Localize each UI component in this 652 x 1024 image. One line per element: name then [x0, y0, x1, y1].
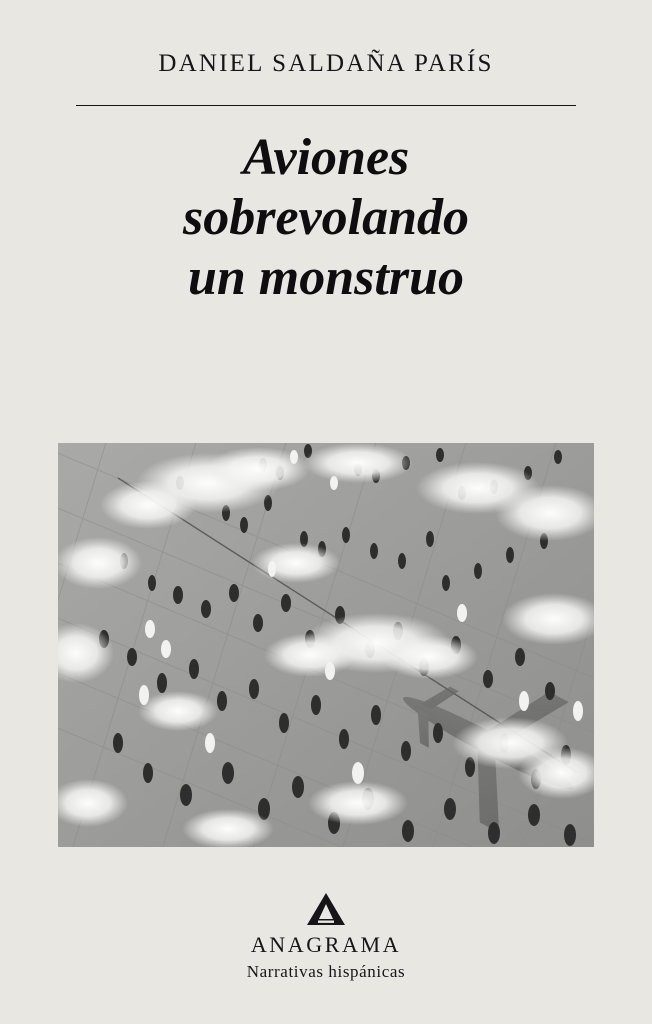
book-title — [0, 128, 652, 308]
cover-photograph — [58, 443, 594, 847]
collection-name: Narrativas hispánicas — [246, 962, 406, 981]
anagrama-letter-a-logo-icon — [306, 892, 346, 926]
title-line-2: sobrevolando — [183, 189, 469, 246]
publisher-block — [0, 892, 652, 984]
author-name: DANIEL SALDAÑA PARÍS — [158, 50, 494, 77]
publisher-name: ANAGRAMA — [250, 932, 402, 957]
aerial-plaza-illustration — [58, 443, 594, 847]
title-line-1: Aviones — [242, 129, 410, 186]
title-line-3: un monstruo — [187, 249, 465, 306]
divider-rule — [76, 105, 576, 106]
